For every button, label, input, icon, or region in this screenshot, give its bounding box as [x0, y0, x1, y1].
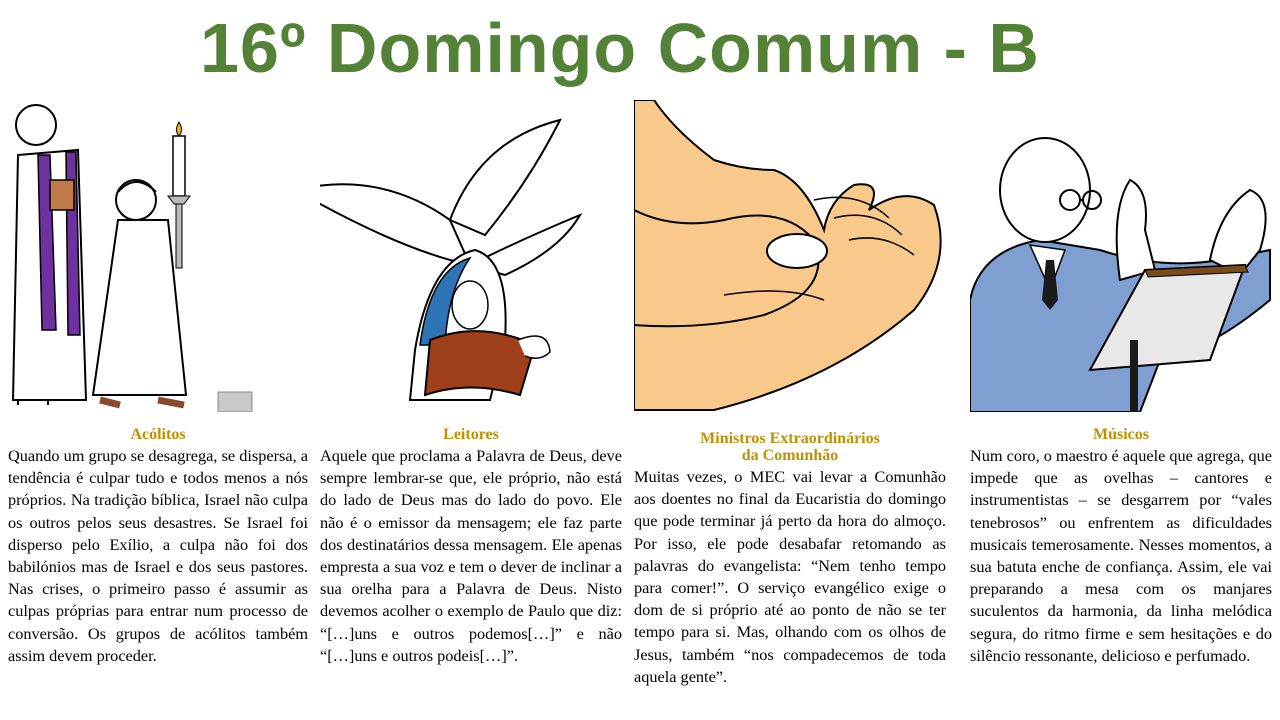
page-title: 16º Domingo Comum - B: [200, 9, 1040, 87]
conductor-illustration: [970, 100, 1272, 412]
hands-host-drawing: [634, 100, 946, 412]
column-musicos: [970, 100, 1272, 667]
column-ministros: [634, 100, 946, 688]
conductor-drawing: [970, 100, 1272, 412]
column-heading: Músicos: [1093, 426, 1149, 443]
column-text: Muitas vezes, o MEC vai levar a Comunhão aos doentes no final da Eucaristia do domingo que pode terminar já perto da hora do almoço. Por isso, ele pode desabafar retomando as palavras do evangelista: “Nem tenho tempo para comer!”. O serviço evangélico exige o dom de si próprio até ao ponto de não se ter tempo para si. Mas, olhando com os olhos de Jesus, também “nos compadecemos de toda aquela gente”.: [634, 467, 946, 686]
column-acolitos: [8, 100, 308, 667]
altar-servers-illustration: [8, 100, 308, 412]
column-text: Num coro, o maestro é aquele que agrega, que impede que as ovelhas – cantores e instrumentistas – se desgarrem por “vales tenebrosos” ou enfrentem as dificuldades musicais temerosamente. Nesses momentos, a sua batuta enche de confiança. Assim, ele vai preparando a mesa com os manjares suculentos da harmonia, da linha melódica segura, do ritmo firme e sem hesitações e do silêncio ressonante, delicioso e perfumado.: [970, 446, 1272, 665]
column-text: Quando um grupo se desagrega, se dispersa, a tendência é culpar tudo e todos menos a nós próprios. Na tradição bíblica, Israel não culpa os outros pelos seus desastres. Se Israel foi disperso pelo Exílio, a culpa não foi dos babilónios mas de Israel e dos seus pastores. Nas crises, o primeiro passo é assumir as culpas próprias para entrar num processo de conversão. Os grupos de acólitos também assim devem proceder.: [8, 446, 308, 665]
reader-dove-illustration: [320, 100, 622, 412]
column-heading: Acólitos: [130, 426, 186, 443]
heading-line-2: da Comunhão: [741, 447, 839, 464]
heading-line-1: Ministros Extraordinários: [700, 430, 880, 447]
column-leitores: [320, 100, 622, 667]
altar-servers-drawing: [8, 100, 308, 412]
column-heading: Leitores: [443, 426, 499, 443]
column-heading: [634, 430, 946, 464]
hands-host-illustration: [634, 100, 946, 412]
column-text: Aquele que proclama a Palavra de Deus, deve sempre lembrar-se que, ele próprio, não está do lado de Deus mas do lado do povo. Ele não é o emissor da mensagem; ele faz parte dos destinatários dessa mensagem. Ele apenas empresta a sua voz e tem o dever de inclinar a sua orelha para a Palavra de Deus. Nisto devemos acolher o exemplo de Paulo que diz: “[…]uns e outros podemos[…]” e não “[…]uns e outros podeis[…]”.: [320, 446, 622, 665]
reader-dove-drawing: [320, 100, 622, 412]
